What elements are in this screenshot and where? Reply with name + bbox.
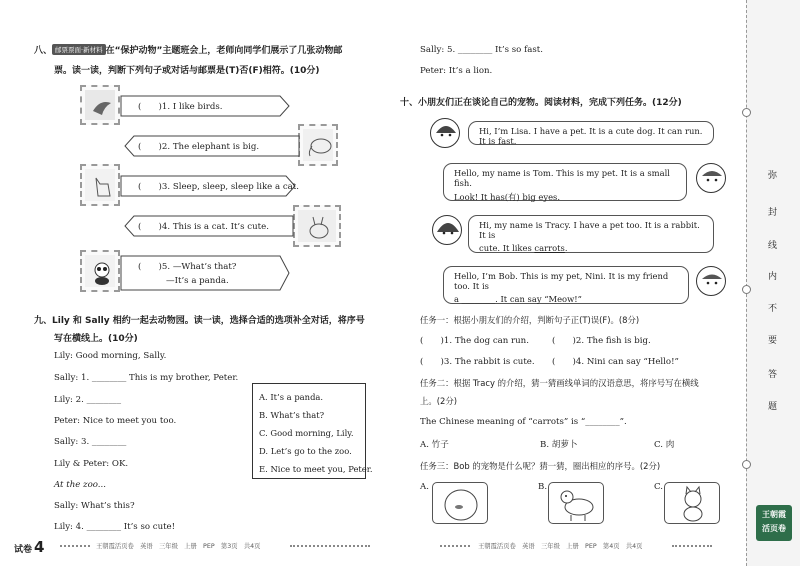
binding-hole xyxy=(742,108,751,117)
seal-char: 要 xyxy=(768,336,778,346)
options-box xyxy=(252,383,373,479)
rabbit-stamp xyxy=(293,205,341,247)
task-1-item: ( )1. The dog can run. xyxy=(420,336,529,346)
lisa-speech-bubble: Hi, I’m Lisa. I have a pet. It is a cute dog. It can run. It is fast. xyxy=(468,121,714,145)
brand-logo: 王朝霞 活页卷 xyxy=(756,505,792,541)
tracy-avatar xyxy=(432,215,462,245)
tracy-speech-bubble: Hi, my name is Tracy. I have a pet too. It is a rabbit. It is cute. It likes carrots. xyxy=(468,215,714,253)
task-1-item: ( )2. The fish is big. xyxy=(552,336,651,346)
bob-avatar xyxy=(696,266,726,296)
statement-2: ( )2. The elephant is big. xyxy=(138,142,260,152)
section-8-instruction: 票。读一读，判断下列句子或对话与邮票是(T)否(F)相符。(10分) xyxy=(54,66,320,76)
dialogue-line: Sally: 5. ________ It’s so fast. xyxy=(420,45,543,55)
option-c: C. Good morning, Lily. xyxy=(259,428,354,438)
bird-icon xyxy=(90,95,114,119)
seal-char: 弥 xyxy=(768,171,778,181)
dialogue-line: Sally: What’s this? xyxy=(54,501,135,511)
dialogue-line: Peter: Nice to meet you too. xyxy=(54,416,177,426)
tom-speech-bubble: Hello, my name is Tom. This is my pet. It is a small fish. Look! It has(有) big eyes. xyxy=(443,163,687,201)
dialogue-line: Peter: It’s a lion. xyxy=(420,66,493,76)
task-2-title-cont: 上。(2分) xyxy=(420,396,457,406)
statement-5: ( )5. —What’s that? xyxy=(138,262,237,272)
binding-margin xyxy=(746,0,800,566)
dialogue-line: Sally: 1. ________ This is my brother, Peter. xyxy=(54,373,239,383)
task-2-question: The Chinese meaning of “carrots” is “________”. xyxy=(420,417,627,427)
label-a: A. xyxy=(420,482,429,492)
dialogue-line: Lily: 2. ________ xyxy=(54,395,121,405)
statement-1: ( )1. I like birds. xyxy=(138,102,223,112)
section-10-title: 十、小朋友们正在谈论自己的宠物。阅读材料，完成下列任务。(12分) xyxy=(400,98,682,108)
label-b: B. xyxy=(538,482,548,492)
dialogue-line: Lily: Good morning, Sally. xyxy=(54,351,167,361)
exam-label: 试卷 4 xyxy=(14,538,45,556)
dialogue-line: Sally: 3. ________ xyxy=(54,437,127,447)
fishbowl-picture xyxy=(432,482,488,524)
panda-icon xyxy=(90,260,114,286)
dialogue-line: Lily & Peter: OK. xyxy=(54,459,129,469)
new-material-badge: 邮票票面·新材料 xyxy=(52,44,106,55)
binding-hole xyxy=(742,285,751,294)
section-9-instruction: 写在横线上。(10分) xyxy=(54,334,138,344)
tom-avatar xyxy=(696,163,726,193)
section-8-title: 八、 邮票票面·新材料 在“保护动物”主题班会上，老师向同学们展示了几张动物邮 xyxy=(34,46,343,56)
bird-stamp xyxy=(80,85,120,125)
task-3-title: 任务三：Bob 的宠物是什么呢？猜一猜，圈出相应的序号。(2分) xyxy=(420,461,661,471)
lisa-avatar xyxy=(430,118,460,148)
dialogue-line: Lily: 4. ________ It’s so cute! xyxy=(54,522,176,532)
bob-speech-bubble: Hello, I’m Bob. This is my pet, Nini. It is my friend too. It is a ________. It can say “Meow!” xyxy=(443,266,689,304)
statement-4: ( )4. This is a cat. It’s cute. xyxy=(138,222,269,232)
section-9-title: 九、Lily 和 Sally 相约一起去动物园。读一读，选择合适的选项补全对话，将序号 xyxy=(34,316,365,326)
task-1-title: 任务一：根据小朋友们的介绍，判断句子正(T)误(F)。(8分) xyxy=(420,315,640,325)
footer-left: 王朝霞活页卷 英语 三年级 上册 PEP 第3页 共4页 xyxy=(96,543,261,550)
footer-right: 王朝霞活页卷 英语 三年级 上册 PEP 第4页 共4页 xyxy=(478,543,643,550)
option-d: D. Let’s go to the zoo. xyxy=(259,446,352,456)
cat-icon xyxy=(665,483,721,525)
statement-5-answer: —It’s a panda. xyxy=(166,276,229,286)
rabbit-icon xyxy=(305,215,333,241)
elephant-stamp xyxy=(298,124,338,166)
underlined-word-carrots: carrots xyxy=(534,243,565,253)
option-b: B. What’s that? xyxy=(259,410,325,420)
elephant-icon xyxy=(306,134,334,158)
choice-c: C. 肉 xyxy=(654,440,675,450)
scene-note: At the zoo... xyxy=(54,480,106,490)
seal-char: 题 xyxy=(768,402,778,412)
seal-char: 封 xyxy=(768,208,778,218)
task-2-title: 任务二：根据 Tracy 的介绍，猜一猜画线单词的汉语意思，将序号写在横线 xyxy=(420,378,699,388)
dog-icon xyxy=(549,483,605,525)
option-a: A. It’s a panda. xyxy=(259,392,324,402)
seal-char: 内 xyxy=(768,272,778,282)
task-1-item: ( )3. The rabbit is cute. xyxy=(420,357,535,367)
panda-stamp xyxy=(80,250,120,292)
task-1-item: ( )4. Nini can say “Hello!” xyxy=(552,357,679,367)
dog-picture xyxy=(548,482,604,524)
seal-char: 线 xyxy=(768,241,778,251)
statement-3: ( )3. Sleep, sleep, sleep like a cat. xyxy=(138,182,299,192)
fishbowl-icon xyxy=(433,483,489,525)
dog-icon xyxy=(90,174,114,200)
dog-stamp xyxy=(80,164,120,206)
label-c: C. xyxy=(654,482,664,492)
choice-b: B. 胡萝卜 xyxy=(540,440,578,450)
option-e: E. Nice to meet you, Peter. xyxy=(259,464,373,474)
binding-hole xyxy=(742,460,751,469)
cat-picture xyxy=(664,482,720,524)
seal-char: 不 xyxy=(768,304,778,314)
seal-char: 答 xyxy=(768,370,778,380)
choice-a: A. 竹子 xyxy=(420,440,449,450)
